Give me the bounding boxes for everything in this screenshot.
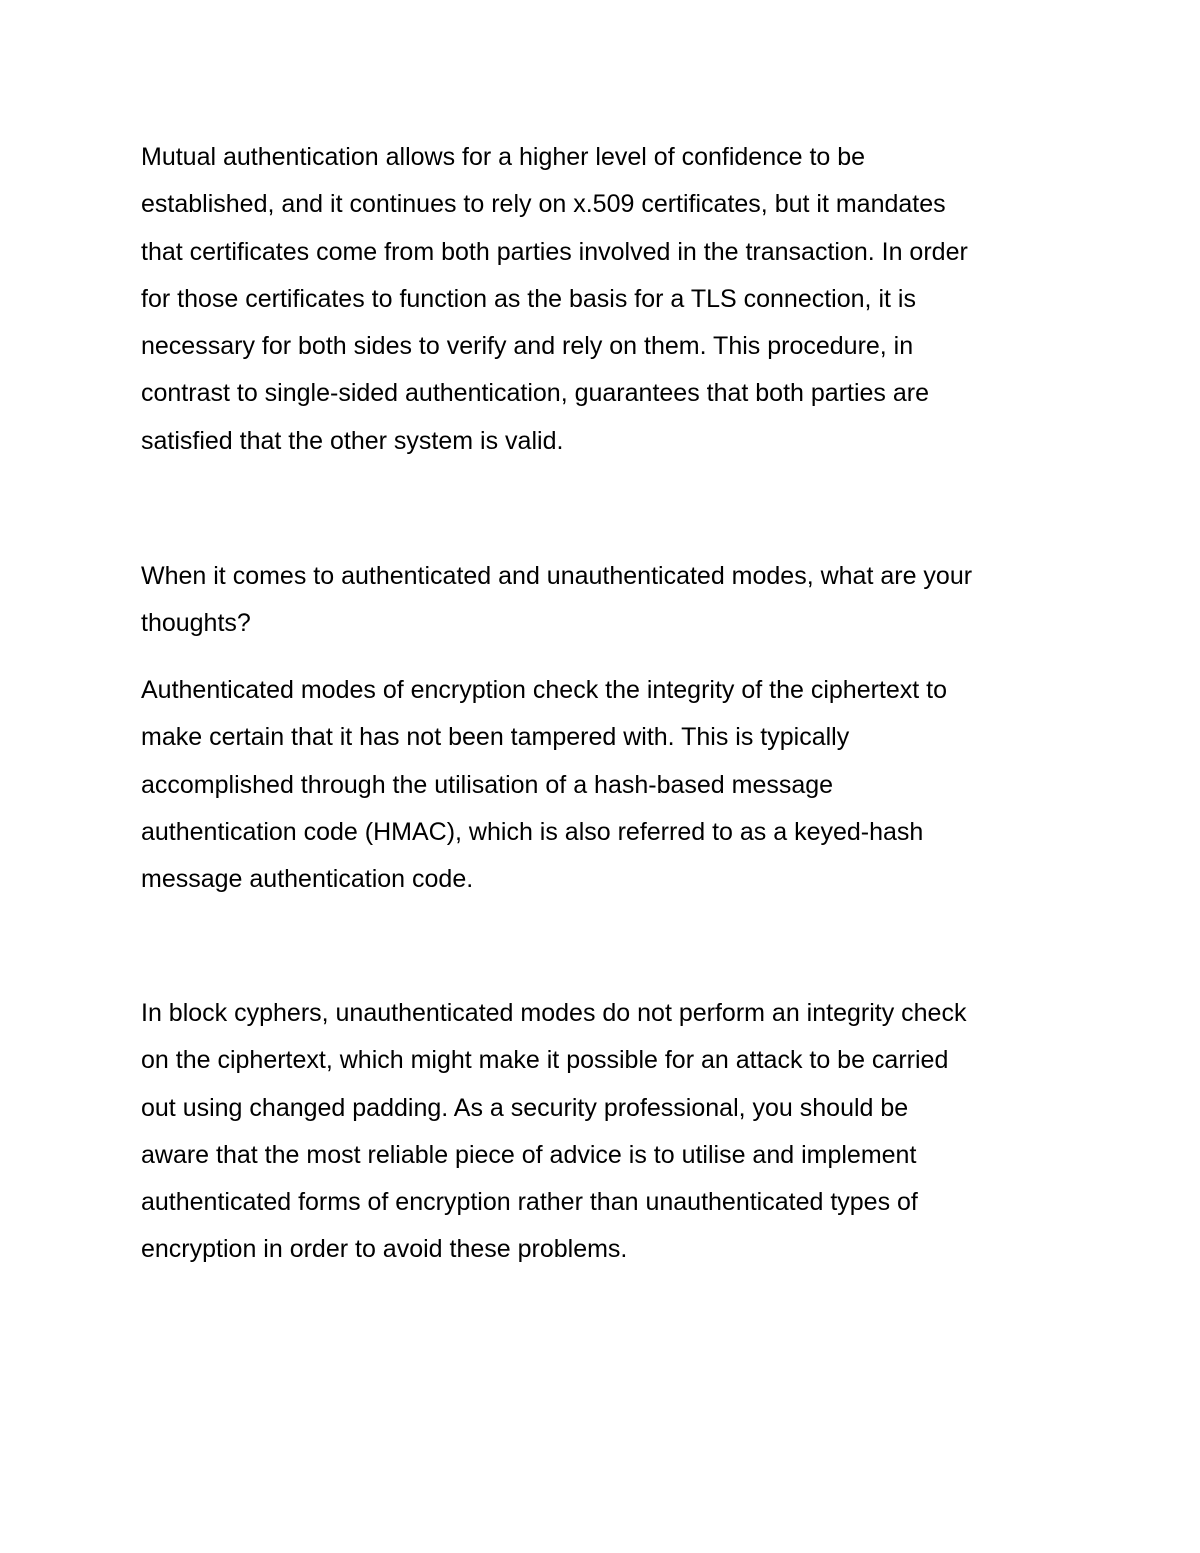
text-line: contrast to single-sided authentication, guarantees that both parties are <box>141 379 930 408</box>
text-line: accomplished through the utilisation of a hash-based message <box>141 770 834 799</box>
text-line: encryption in order to avoid these problems. <box>141 1235 628 1264</box>
text-line: authentication code (HMAC), which is also referred to as a keyed-hash <box>141 817 924 846</box>
text-line: message authentication code. <box>141 865 474 894</box>
text-line: out using changed padding. As a security professional, you should be <box>141 1093 909 1122</box>
text-line: for those certificates to function as the basis for a TLS connection, it is <box>141 284 916 313</box>
text-line: thoughts? <box>141 609 251 638</box>
paragraph-mutual-authentication <box>141 134 1071 465</box>
text-line: In block cyphers, unauthenticated modes do not perform an integrity check <box>141 999 967 1027</box>
text-line: make certain that it has not been tampered with. This is typically <box>141 723 850 752</box>
text-line: satisfied that the other system is valid. <box>141 426 564 455</box>
text-line: established, and it continues to rely on x.509 certificates, but it mandates <box>141 190 946 219</box>
text-line: When it comes to authenticated and unauthenticated modes, what are your <box>141 562 973 590</box>
paragraph-question <box>141 553 1071 648</box>
paragraph-authenticated-modes <box>141 667 1071 903</box>
text-line: necessary for both sides to verify and rely on them. This procedure, in <box>141 332 914 361</box>
text-line: that certificates come from both parties involved in the transaction. In order <box>141 237 968 266</box>
text-line: Mutual authentication allows for a higher level of confidence to be <box>141 143 866 171</box>
text-line: authenticated forms of encryption rather than unauthenticated types of <box>141 1188 918 1217</box>
text-line: aware that the most reliable piece of advice is to utilise and implement <box>141 1140 917 1169</box>
text-line: Authenticated modes of encryption check the integrity of the ciphertext to <box>141 676 948 704</box>
paragraph-unauthenticated-modes <box>141 990 1071 1274</box>
text-line: on the ciphertext, which might make it possible for an attack to be carried <box>141 1046 949 1075</box>
